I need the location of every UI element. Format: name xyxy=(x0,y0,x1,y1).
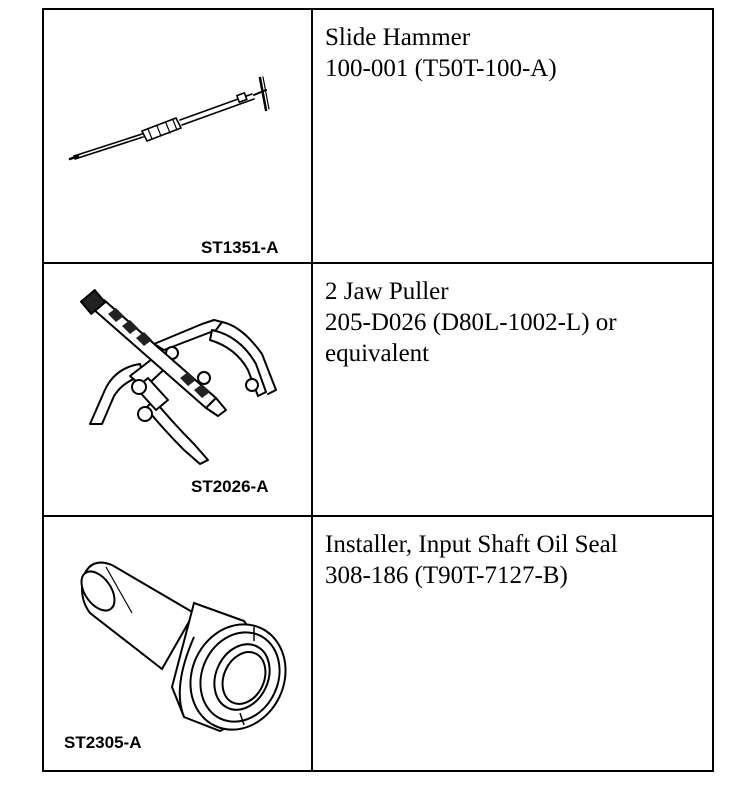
tool-name: Slide Hammer xyxy=(325,24,471,51)
tool-description xyxy=(313,517,712,770)
tool-part-number: 308-186 (T90T-7127-B) xyxy=(325,562,568,589)
tool-part-number: 205-D026 (D80L-1002-L) or xyxy=(325,309,617,336)
tool-description xyxy=(313,264,712,515)
tool-part-note: equivalent xyxy=(325,340,430,367)
slide-hammer-icon xyxy=(44,10,313,264)
tool-row-seal-installer xyxy=(44,517,712,770)
figure-code: ST2305-A xyxy=(64,733,142,752)
jaw-puller-icon xyxy=(44,264,313,517)
tool-name: Installer, Input Shaft Oil Seal xyxy=(325,531,618,558)
tool-image-cell xyxy=(44,264,313,515)
figure-code: ST2026-A xyxy=(191,477,269,496)
tool-image-cell xyxy=(44,10,313,262)
tool-description xyxy=(313,10,712,262)
tool-part-number: 100-001 (T50T-100-A) xyxy=(325,55,557,82)
tool-row-jaw-puller xyxy=(44,264,712,517)
tool-image-cell xyxy=(44,517,313,770)
tool-name: 2 Jaw Puller xyxy=(325,278,449,305)
tool-row-slide-hammer xyxy=(44,10,712,264)
figure-code: ST1351-A xyxy=(201,238,279,257)
tool-table xyxy=(42,8,714,772)
